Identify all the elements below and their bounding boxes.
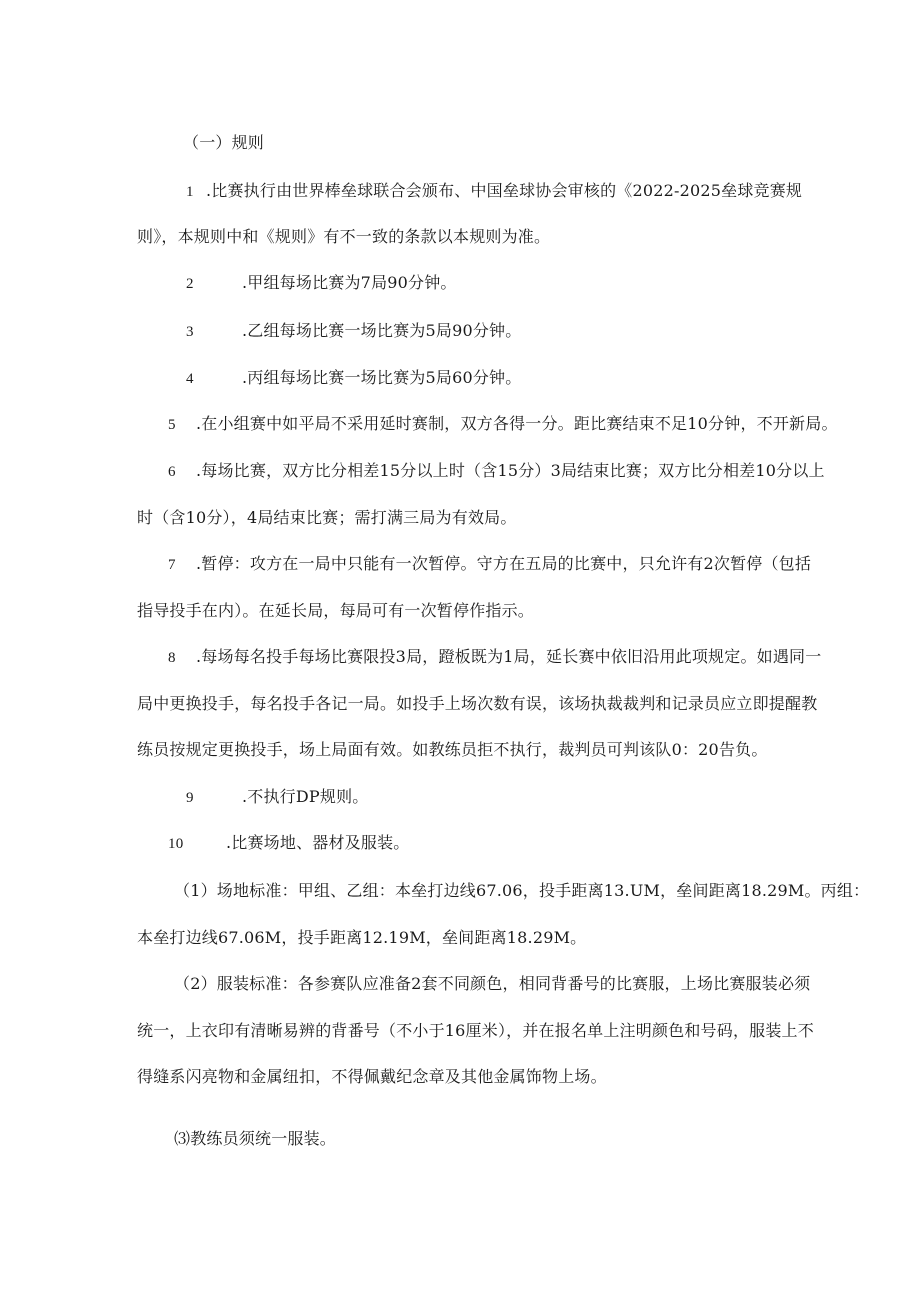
rule-item-6-line-1 bbox=[168, 460, 825, 483]
rule-item-4-number: 4 bbox=[186, 371, 194, 387]
rule-item-8-line-3: 练员按规定更换投手，场上局面有效。如教练员拒不执行，裁判员可判该队0：20告负。 bbox=[137, 740, 768, 759]
rule-item-2-text: .甲组每场比赛为7局90分钟。 bbox=[242, 273, 457, 292]
rule-item-1-line-2: 则》，本规则中和《规则》有不一致的条款以本规则为准。 bbox=[137, 227, 551, 246]
rule-item-1-number: 1 bbox=[186, 184, 194, 200]
rule-item-1-line-1 bbox=[186, 180, 802, 203]
rule-item-10-number: 10 bbox=[168, 836, 184, 852]
rule-item-6-number: 6 bbox=[168, 464, 176, 480]
rule-item-6-line-2: 时（含10分），4局结束比赛；需打满三局为有效局。 bbox=[137, 508, 517, 527]
rule-item-9 bbox=[186, 786, 368, 809]
rule-item-1-text: .比赛执行由世界棒垒球联合会颁布、中国垒球协会审核的《2022-2025垒球竞赛规 bbox=[206, 181, 803, 200]
rule-item-4-text: .丙组每场比赛一场比赛为5局60分钟。 bbox=[242, 368, 522, 387]
rule-item-8-line-1 bbox=[168, 646, 821, 669]
sub-item-1-line-2: 本垒打边线67.06M，投手距离12.19M，垒间距离18.29M。 bbox=[137, 928, 587, 947]
rule-item-4 bbox=[186, 367, 521, 390]
rule-item-6-text: .每场比赛，双方比分相差15分以上时（含15分）3局结束比赛；双方比分相差10分以上 bbox=[196, 461, 825, 480]
section-heading: （一）规则 bbox=[183, 133, 265, 152]
sub-item-2-line-1: （2）服装标准：各参赛队应准备2套不同颜色，相同背番号的比赛服，上场比赛服装必须 bbox=[174, 974, 811, 993]
rule-item-2-number: 2 bbox=[186, 276, 194, 292]
rule-item-7-number: 7 bbox=[168, 557, 176, 573]
sub-item-2-line-2: 统一，上衣印有清晰易辨的背番号（不小于16厘米），并在报名单上注明颜色和号码，服装上不 bbox=[137, 1021, 814, 1040]
rule-item-2 bbox=[186, 272, 457, 295]
rule-item-8-number: 8 bbox=[168, 650, 176, 666]
rule-item-8-line-2: 局中更换投手，每名投手各记一局。如投手上场次数有误，该场执裁裁判和记录员应立即提醒教 bbox=[137, 694, 818, 713]
rule-item-3 bbox=[186, 320, 521, 343]
rule-item-5-text: .在小组赛中如平局不采用延时赛制，双方各得一分。距比赛结束不足10分钟，不开新局。 bbox=[196, 414, 838, 433]
rule-item-7-line-2: 指导投手在内）。在延长局，每局可有一次暂停作指示。 bbox=[137, 601, 535, 620]
rule-item-7-text: .暂停：攻方在一局中只能有一次暂停。守方在五局的比赛中，只允许有2次暂停（包括 bbox=[196, 554, 812, 573]
rule-item-3-text: .乙组每场比赛一场比赛为5局90分钟。 bbox=[242, 321, 522, 340]
sub-item-3: ⑶教练员须统一服装。 bbox=[174, 1129, 337, 1148]
rule-item-9-number: 9 bbox=[186, 790, 194, 806]
rule-item-9-text: .不执行DP规则。 bbox=[242, 787, 369, 806]
rule-item-7-line-1 bbox=[168, 553, 811, 576]
sub-item-1-line-1: （1）场地标准：甲组、乙组：本垒打边线67.06，投手距离13.UM，垒间距离18.29M。丙组： bbox=[174, 881, 870, 900]
rule-item-5-number: 5 bbox=[168, 417, 176, 433]
sub-item-2-line-3: 得缝系闪亮物和金属纽扣，不得佩戴纪念章及其他金属饰物上场。 bbox=[137, 1067, 607, 1086]
rule-item-10 bbox=[168, 832, 410, 855]
rule-item-5 bbox=[168, 413, 838, 436]
rule-item-3-number: 3 bbox=[186, 324, 194, 340]
rule-item-8-text: .每场每名投手每场比赛限投3局，蹬板既为1局，延长赛中依旧沿用此项规定。如遇同一 bbox=[196, 647, 822, 666]
rule-item-10-text: .比赛场地、器材及服装。 bbox=[226, 833, 410, 852]
